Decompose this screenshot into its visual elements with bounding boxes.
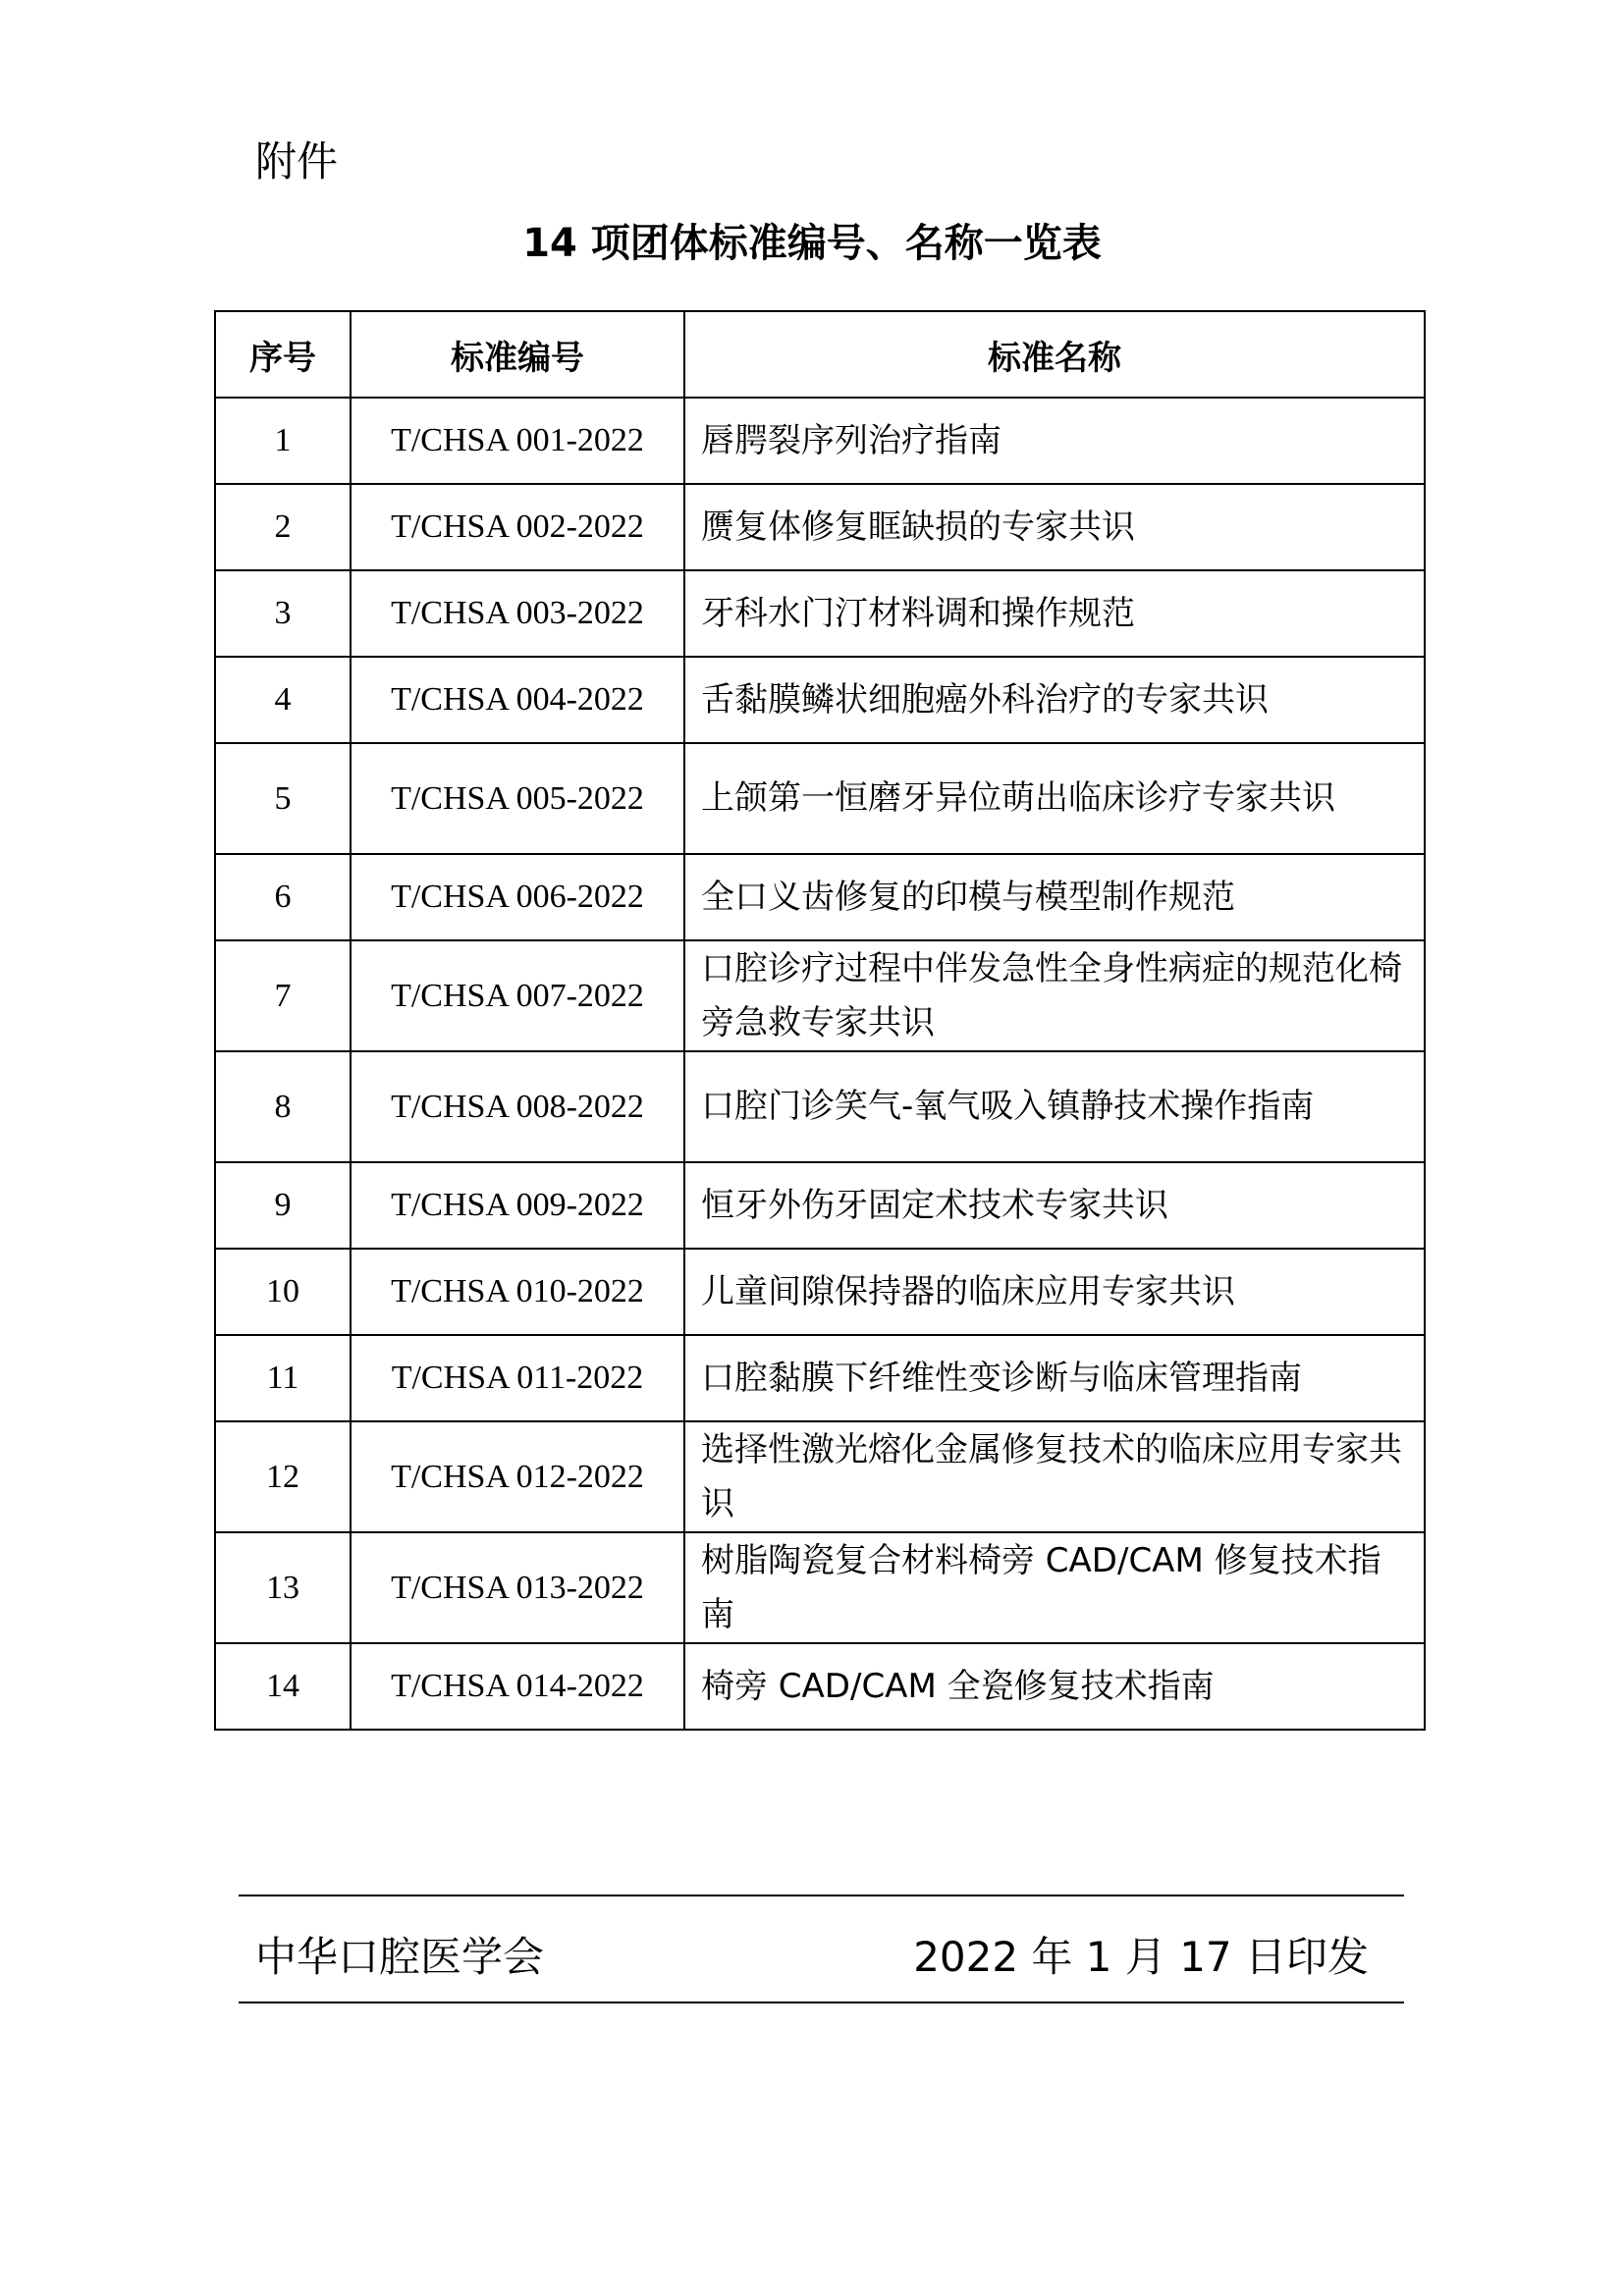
cell-code: T/CHSA 004-2022 (351, 657, 684, 743)
cell-seq: 2 (215, 484, 351, 570)
cell-code: T/CHSA 009-2022 (351, 1162, 684, 1249)
cell-name: 口腔黏膜下纤维性变诊断与临床管理指南 (684, 1335, 1425, 1421)
cell-code: T/CHSA 007-2022 (351, 940, 684, 1051)
cell-name: 全口义齿修复的印模与模型制作规范 (684, 854, 1425, 940)
cell-name: 牙科水门汀材料调和操作规范 (684, 570, 1425, 657)
column-header-code: 标准编号 (351, 311, 684, 398)
table-row (215, 1249, 1425, 1335)
cell-seq: 3 (215, 570, 351, 657)
table-row (215, 854, 1425, 940)
cell-name: 舌黏膜鳞状细胞癌外科治疗的专家共识 (684, 657, 1425, 743)
table-row (215, 570, 1425, 657)
cell-code: T/CHSA 001-2022 (351, 398, 684, 484)
cell-name: 恒牙外伤牙固定术技术专家共识 (684, 1162, 1425, 1249)
table-row (215, 1643, 1425, 1730)
issue-date: 2022 年 1 月 17 日印发 (913, 1933, 1369, 1981)
cell-code: T/CHSA 003-2022 (351, 570, 684, 657)
footer-top-rule (239, 1895, 1404, 1896)
cell-name: 赝复体修复眶缺损的专家共识 (684, 484, 1425, 570)
cell-seq: 7 (215, 940, 351, 1051)
table-header-row (215, 311, 1425, 398)
cell-seq: 11 (215, 1335, 351, 1421)
attachment-label: 附件 (255, 137, 339, 186)
issuing-organization: 中华口腔医学会 (255, 1933, 545, 1981)
table-row (215, 1421, 1425, 1532)
table-row (215, 1532, 1425, 1643)
cell-seq: 9 (215, 1162, 351, 1249)
cell-seq: 13 (215, 1532, 351, 1643)
cell-name: 上颌第一恒磨牙异位萌出临床诊疗专家共识 (684, 743, 1425, 854)
cell-seq: 8 (215, 1051, 351, 1162)
footer-bottom-rule (239, 2002, 1404, 2003)
table-row (215, 1051, 1425, 1162)
table-row (215, 484, 1425, 570)
cell-code: T/CHSA 013-2022 (351, 1532, 684, 1643)
cell-code: T/CHSA 014-2022 (351, 1643, 684, 1730)
cell-code: T/CHSA 005-2022 (351, 743, 684, 854)
cell-code: T/CHSA 008-2022 (351, 1051, 684, 1162)
cell-name: 唇腭裂序列治疗指南 (684, 398, 1425, 484)
cell-name: 选择性激光熔化金属修复技术的临床应用专家共识 (684, 1421, 1425, 1532)
table-row (215, 1335, 1425, 1421)
cell-name: 椅旁 CAD/CAM 全瓷修复技术指南 (684, 1643, 1425, 1730)
cell-code: T/CHSA 010-2022 (351, 1249, 684, 1335)
cell-seq: 6 (215, 854, 351, 940)
standards-table (214, 310, 1426, 1731)
cell-name: 儿童间隙保持器的临床应用专家共识 (684, 1249, 1425, 1335)
table-row (215, 743, 1425, 854)
cell-seq: 1 (215, 398, 351, 484)
cell-code: T/CHSA 006-2022 (351, 854, 684, 940)
cell-seq: 14 (215, 1643, 351, 1730)
cell-name: 口腔诊疗过程中伴发急性全身性病症的规范化椅旁急救专家共识 (684, 940, 1425, 1051)
cell-seq: 5 (215, 743, 351, 854)
cell-seq: 12 (215, 1421, 351, 1532)
cell-code: T/CHSA 002-2022 (351, 484, 684, 570)
table-row (215, 940, 1425, 1051)
table-row (215, 657, 1425, 743)
table-row (215, 398, 1425, 484)
cell-name: 树脂陶瓷复合材料椅旁 CAD/CAM 修复技术指南 (684, 1532, 1425, 1643)
document-title: 14 项团体标准编号、名称一览表 (522, 221, 1102, 266)
column-header-name: 标准名称 (684, 311, 1425, 398)
cell-seq: 10 (215, 1249, 351, 1335)
cell-code: T/CHSA 011-2022 (351, 1335, 684, 1421)
cell-name: 口腔门诊笑气-氧气吸入镇静技术操作指南 (684, 1051, 1425, 1162)
column-header-seq: 序号 (215, 311, 351, 398)
table-row (215, 1162, 1425, 1249)
cell-code: T/CHSA 012-2022 (351, 1421, 684, 1532)
cell-seq: 4 (215, 657, 351, 743)
